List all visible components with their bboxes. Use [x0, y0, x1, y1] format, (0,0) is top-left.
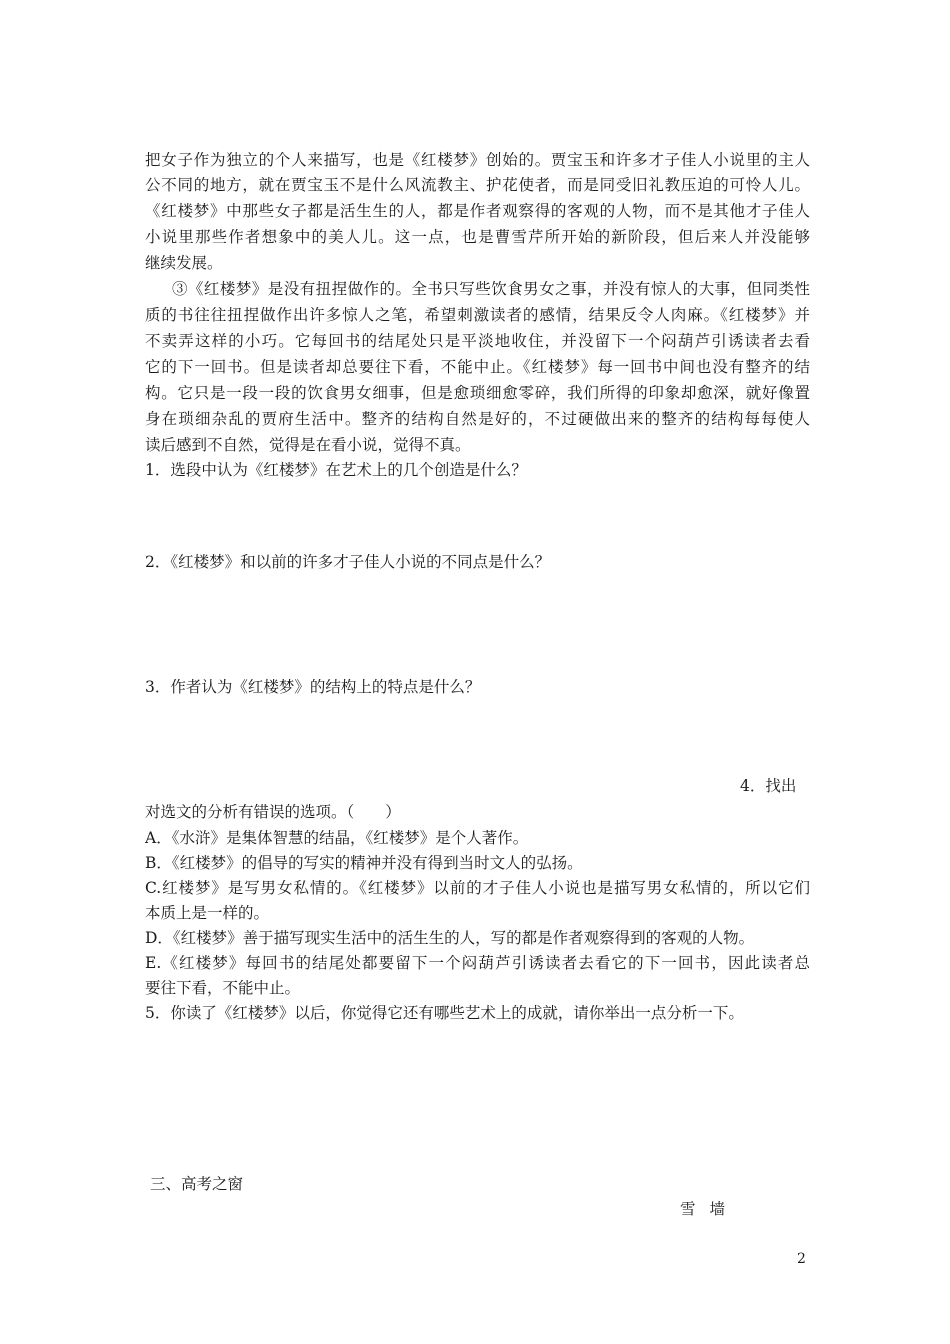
- option-e: E.《红楼梦》每回书的结尾处都要留下一个闷葫芦引诱读者去看它的下一回书，因此读者总: [145, 954, 810, 972]
- option-b: B．《红楼梦》的倡导的写实的精神并没有得到当时文人的弘扬。: [145, 854, 583, 872]
- passage-line: 质的书往往扭捏做作出许多惊人之笔，希望刺激读者的感情，结果反令人肉麻。《红楼梦》并: [145, 306, 810, 324]
- option-c-cont: 本质上是一样的。: [145, 904, 270, 922]
- question-4-start: 4．找出: [740, 777, 797, 795]
- passage-line: 它的下一回书。但是读者却总要往下看，不能中止。《红楼梦》每一回书中间也没有整齐的结: [145, 358, 810, 376]
- passage-line: 读后感到不自然，觉得是在看小说，觉得不真。: [145, 436, 471, 454]
- question-2: 2．《红楼梦》和以前的许多才子佳人小说的不同点是什么？: [145, 553, 551, 571]
- option-a: A．《水浒》是集体智慧的结晶，《红楼梦》是个人著作。: [145, 829, 529, 847]
- passage-line: 不卖弄这样的小巧。它每回书的结尾处只是平淡地收住，并没留下一个闷葫芦引诱读者去看: [145, 332, 810, 350]
- passage-line: 构。它只是一段一段的饮食男女细事，但是愈琐细愈零碎，我们所得的印象却愈深，就好像置: [145, 384, 810, 402]
- passage-line: 身在琐细杂乱的贾府生活中。整齐的结构自然是好的，不过硬做出来的整齐的结构每每使人: [145, 410, 810, 428]
- question-3: 3．作者认为《红楼梦》的结构上的特点是什么？: [145, 678, 481, 696]
- passage-line: ③《红楼梦》是没有扭捏做作的。全书只写些饮食男女之事，并没有惊人的大事，但同类性: [172, 280, 810, 298]
- article-title: 雪墙: [680, 1200, 740, 1218]
- passage-line: 《红楼梦》中那些女子都是活生生的人，都是作者观察得的客观的人物，而不是其他才子佳人: [145, 202, 810, 220]
- passage-line: 小说里那些作者想象中的美人儿。这一点，也是曹雪芹所开始的新阶段，但后来人并没能够: [145, 228, 810, 246]
- page-number: 2: [797, 1251, 806, 1267]
- option-d: D．《红楼梦》善于描写现实生活中的活生生的人，写的都是作者观察得到的客观的人物。: [145, 929, 755, 947]
- option-e-cont: 要往下看，不能中止。: [145, 979, 301, 997]
- question-5: 5．你读了《红楼梦》以后，你觉得它还有哪些艺术上的成就，请你举出一点分析一下。: [145, 1004, 744, 1022]
- option-c: C.红楼梦》是写男女私情的。《红楼梦》以前的才子佳人小说也是描写男女私情的，所以它们: [145, 879, 810, 897]
- question-1: 1．选段中认为《红楼梦》在艺术上的几个创造是什么？: [145, 461, 527, 479]
- passage-line: 把女子作为独立的个人来描写，也是《红楼梦》创始的。贾宝玉和许多才子佳人小说里的主人: [145, 151, 810, 169]
- question-4: 对选文的分析有错误的选项。（ ）: [145, 803, 401, 821]
- passage-line: 继续发展。: [145, 254, 223, 272]
- section-heading: 三、高考之窗: [150, 1175, 244, 1193]
- passage-line: 公不同的地方，就在贾宝玉不是什么风流教主、护花使者，而是同受旧礼教压迫的可怜人儿。: [145, 176, 810, 194]
